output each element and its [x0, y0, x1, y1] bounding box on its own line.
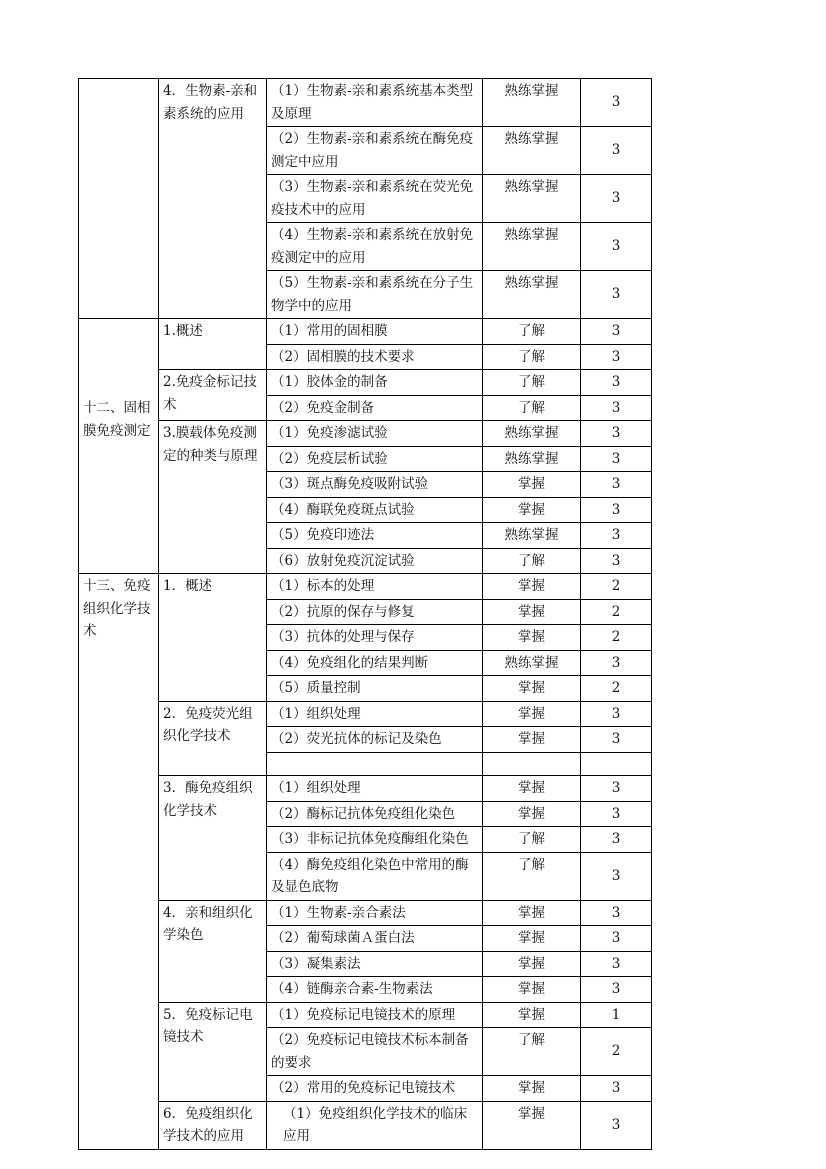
- topic-cell: 6．免疫组织化学技术的应用: [159, 1101, 267, 1149]
- requirement-cell: 了解: [483, 395, 581, 421]
- requirement-cell: 掌握: [483, 951, 581, 977]
- hours-cell: 3: [581, 395, 652, 421]
- topic-cell: 3．酶免疫组织化学技术: [159, 776, 267, 901]
- content-cell: （3）生物素-亲和素系统在荧光免疫技术中的应用: [267, 175, 483, 223]
- unit-cell: [79, 79, 159, 319]
- topic-cell: 5．免疫标记电镜技术: [159, 1002, 267, 1101]
- content-cell: （1）胶体金的制备: [267, 370, 483, 396]
- syllabus-table: [78, 78, 652, 1150]
- requirement-cell: 熟练掌握: [483, 650, 581, 676]
- content-cell: （1）生物素-亲和素系统基本类型及原理: [267, 79, 483, 127]
- requirement-cell: 熟练掌握: [483, 421, 581, 447]
- requirement-cell: 掌握: [483, 625, 581, 651]
- hours-cell: 3: [581, 79, 652, 127]
- requirement-cell: 熟练掌握: [483, 446, 581, 472]
- requirement-cell: 熟练掌握: [483, 223, 581, 271]
- hours-cell: 3: [581, 223, 652, 271]
- requirement-cell: 掌握: [483, 727, 581, 753]
- topic-cell: 1.概述: [159, 319, 267, 370]
- content-cell: （5）生物素-亲和素系统在分子生物学中的应用: [267, 271, 483, 319]
- content-cell: （2）酶标记抗体免疫组化染色: [267, 801, 483, 827]
- hours-cell: 3: [581, 951, 652, 977]
- content-cell: （1）组织处理: [267, 776, 483, 802]
- hours-cell: 3: [581, 1101, 652, 1149]
- hours-cell: 3: [581, 801, 652, 827]
- requirement-cell: 熟练掌握: [483, 79, 581, 127]
- content-cell: （3）抗体的处理与保存: [267, 625, 483, 651]
- content-cell: （2）固相膜的技术要求: [267, 344, 483, 370]
- content-cell: （4）链酶亲合素-生物素法: [267, 977, 483, 1003]
- table-row: [79, 319, 652, 345]
- content-cell: （1）标本的处理: [267, 574, 483, 600]
- hours-cell: 2: [581, 625, 652, 651]
- content-cell: （2）免疫金制备: [267, 395, 483, 421]
- hours-cell: 2: [581, 599, 652, 625]
- hours-cell: 3: [581, 852, 652, 900]
- content-cell: （1）生物素-亲合素法: [267, 900, 483, 926]
- hours-cell: 3: [581, 548, 652, 574]
- content-cell: （2）免疫标记电镜技术标本制备的要求: [267, 1028, 483, 1076]
- hours-cell: 3: [581, 827, 652, 853]
- topic-cell: 4．亲和组织化学染色: [159, 900, 267, 1002]
- hours-cell: 3: [581, 344, 652, 370]
- hours-cell: 3: [581, 650, 652, 676]
- table-row: [79, 1002, 652, 1028]
- hours-cell: 3: [581, 727, 652, 753]
- hours-cell: 3: [581, 1076, 652, 1102]
- requirement-cell: 掌握: [483, 977, 581, 1003]
- content-cell: （1）免疫标记电镜技术的原理: [267, 1002, 483, 1028]
- hours-cell: 3: [581, 271, 652, 319]
- hours-cell: [581, 752, 652, 776]
- hours-cell: 3: [581, 319, 652, 345]
- hours-cell: 3: [581, 926, 652, 952]
- requirement-cell: 掌握: [483, 1076, 581, 1102]
- content-cell: （6）放射免疫沉淀试验: [267, 548, 483, 574]
- content-cell: （5）免疫印迹法: [267, 523, 483, 549]
- unit-cell: 十二、固相膜免疫测定: [79, 319, 159, 574]
- requirement-cell: 掌握: [483, 574, 581, 600]
- syllabus-table-body: [79, 79, 652, 1150]
- requirement-cell: 掌握: [483, 701, 581, 727]
- hours-cell: 3: [581, 701, 652, 727]
- content-cell: （1）免疫渗滤试验: [267, 421, 483, 447]
- table-row: [79, 776, 652, 802]
- hours-cell: 3: [581, 446, 652, 472]
- requirement-cell: [483, 752, 581, 776]
- content-cell: （1）常用的固相膜: [267, 319, 483, 345]
- requirement-cell: 掌握: [483, 926, 581, 952]
- requirement-cell: 熟练掌握: [483, 271, 581, 319]
- topic-cell: 2.免疫金标记技术: [159, 370, 267, 421]
- hours-cell: 3: [581, 497, 652, 523]
- table-row: [79, 701, 652, 727]
- hours-cell: 3: [581, 977, 652, 1003]
- content-cell: （5）质量控制: [267, 676, 483, 702]
- requirement-cell: 了解: [483, 548, 581, 574]
- content-cell: （1）免疫组织化学技术的临床应用: [267, 1101, 483, 1149]
- requirement-cell: 熟练掌握: [483, 175, 581, 223]
- topic-cell: 1．概述: [159, 574, 267, 702]
- requirement-cell: 了解: [483, 319, 581, 345]
- table-row: [79, 421, 652, 447]
- requirement-cell: 掌握: [483, 599, 581, 625]
- content-cell: （4）酶免疫组化染色中常用的酶及显色底物: [267, 852, 483, 900]
- content-cell: （2）免疫层析试验: [267, 446, 483, 472]
- content-cell: （4）生物素-亲和素系统在放射免疫测定中的应用: [267, 223, 483, 271]
- topic-cell: 2．免疫荧光组织化学技术: [159, 701, 267, 776]
- content-cell: （2）抗原的保存与修复: [267, 599, 483, 625]
- table-row: [79, 79, 652, 127]
- requirement-cell: 掌握: [483, 801, 581, 827]
- hours-cell: 3: [581, 370, 652, 396]
- table-row: [79, 900, 652, 926]
- requirement-cell: 了解: [483, 344, 581, 370]
- requirement-cell: 掌握: [483, 776, 581, 802]
- topic-cell: 4．生物素-亲和素系统的应用: [159, 79, 267, 319]
- content-cell: （2）常用的免疫标记电镜技术: [267, 1076, 483, 1102]
- hours-cell: 3: [581, 900, 652, 926]
- requirement-cell: 掌握: [483, 900, 581, 926]
- content-cell: （4）免疫组化的结果判断: [267, 650, 483, 676]
- content-cell: （4）酶联免疫斑点试验: [267, 497, 483, 523]
- requirement-cell: 掌握: [483, 1101, 581, 1149]
- hours-cell: 3: [581, 175, 652, 223]
- table-row: [79, 574, 652, 600]
- content-cell: （2）荧光抗体的标记及染色: [267, 727, 483, 753]
- requirement-cell: 了解: [483, 827, 581, 853]
- hours-cell: 3: [581, 523, 652, 549]
- hours-cell: 3: [581, 472, 652, 498]
- content-cell: （2）葡萄球菌Ａ蛋白法: [267, 926, 483, 952]
- requirement-cell: 熟练掌握: [483, 127, 581, 175]
- hours-cell: 1: [581, 1002, 652, 1028]
- table-row: [79, 1101, 652, 1149]
- requirement-cell: 了解: [483, 852, 581, 900]
- content-cell: （1）组织处理: [267, 701, 483, 727]
- requirement-cell: 掌握: [483, 1002, 581, 1028]
- hours-cell: 2: [581, 676, 652, 702]
- hours-cell: 3: [581, 421, 652, 447]
- requirement-cell: 了解: [483, 370, 581, 396]
- requirement-cell: 了解: [483, 1028, 581, 1076]
- requirement-cell: 掌握: [483, 676, 581, 702]
- content-cell: （3）非标记抗体免疫酶组化染色: [267, 827, 483, 853]
- content-cell: [267, 752, 483, 776]
- content-cell: （3）斑点酶免疫吸附试验: [267, 472, 483, 498]
- requirement-cell: 掌握: [483, 472, 581, 498]
- requirement-cell: 熟练掌握: [483, 523, 581, 549]
- topic-cell: 3.膜载体免疫测定的种类与原理: [159, 421, 267, 574]
- hours-cell: 2: [581, 1028, 652, 1076]
- hours-cell: 3: [581, 127, 652, 175]
- content-cell: （2）生物素-亲和素系统在酶免疫测定中应用: [267, 127, 483, 175]
- content-cell: （3）凝集素法: [267, 951, 483, 977]
- hours-cell: 3: [581, 776, 652, 802]
- unit-cell: 十三、免疫组织化学技术: [79, 574, 159, 1150]
- requirement-cell: 掌握: [483, 497, 581, 523]
- hours-cell: 2: [581, 574, 652, 600]
- table-row: [79, 370, 652, 396]
